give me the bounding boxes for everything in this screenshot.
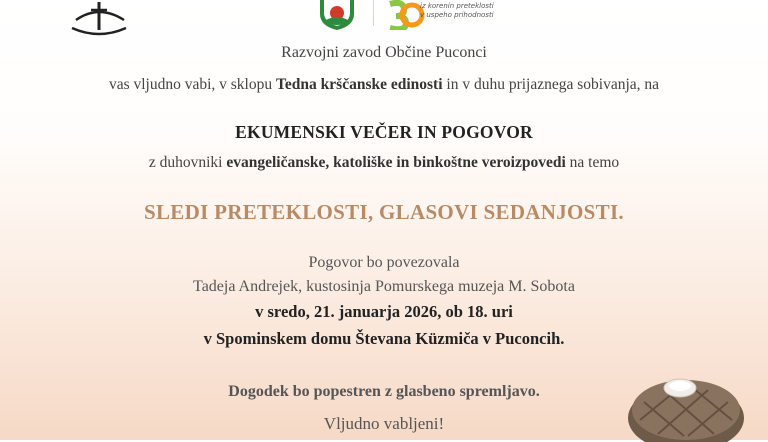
logo-divider bbox=[373, 0, 374, 26]
anniversary-slogan-line1: iz korenin preteklosti bbox=[420, 2, 494, 10]
intro-bold: Tedna krščanske edinosti bbox=[276, 76, 443, 93]
event-venue: v Spominskem domu Števana Küzmiča v Puconcih. bbox=[203, 329, 565, 348]
clergy-before: z duhovniki bbox=[148, 154, 227, 171]
anniversary-slogan bbox=[420, 2, 494, 20]
closing-line: Vljudno vabljeni! bbox=[323, 414, 445, 433]
intro-after: in v duhu prijaznega sobivanja, na bbox=[442, 76, 660, 93]
bread-salt-icon bbox=[624, 362, 748, 442]
intro-before: vas vljudno vabi, v sklopu bbox=[108, 76, 276, 93]
clergy-after: na temo bbox=[565, 154, 620, 171]
municipal-crest-icon bbox=[312, 0, 362, 30]
anniversary-slogan-line2: v uspeho prihodnosti bbox=[420, 11, 494, 19]
host-name: Razvojni zavod Občine Puconci bbox=[281, 44, 487, 61]
clergy-line bbox=[0, 154, 768, 172]
clergy-bold: evangeličanske, katoliške in binkoštne veroizpovedi bbox=[226, 154, 566, 171]
event-theme: SLEDI PRETEKLOSTI, GLASOVI SEDANJOSTI. bbox=[144, 200, 624, 224]
invitation-intro bbox=[0, 76, 768, 94]
moderator-intro: Pogovor bo povezovala bbox=[308, 254, 460, 271]
moderator-name: Tadeja Andrejek, kustosinja Pomurskega muzeja M. Sobota bbox=[193, 278, 575, 295]
church-fish-icon bbox=[66, 0, 132, 38]
event-title: EKUMENSKI VEČER IN POGOVOR bbox=[235, 122, 533, 142]
event-date: v sredo, 21. januarja 2026, ob 18. uri bbox=[255, 302, 513, 321]
music-note: Dogodek bo popestren z glasbeno spremljavo. bbox=[228, 383, 540, 400]
